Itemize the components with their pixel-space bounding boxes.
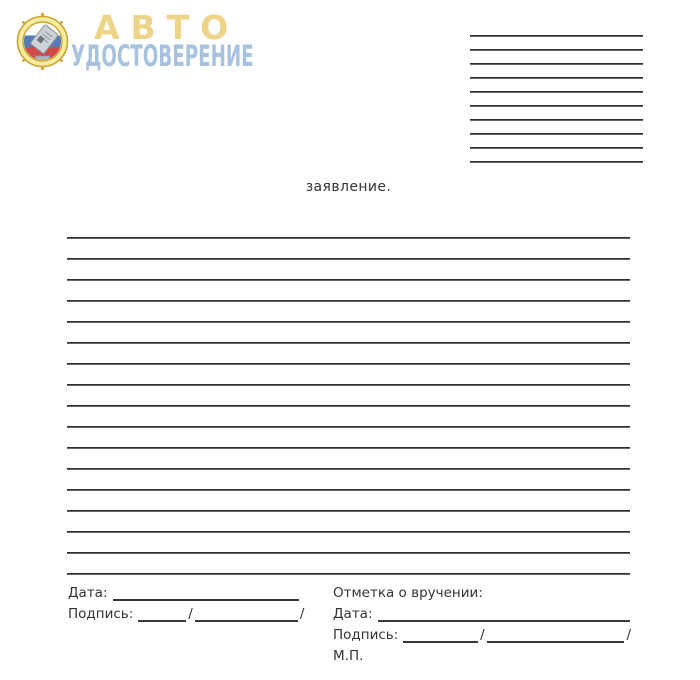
blank-line: [67, 468, 630, 470]
signature-underline: [138, 607, 186, 622]
delivery-note-row: [333, 580, 633, 601]
footer-right-column: [333, 580, 633, 664]
delivery-signature-row: [333, 622, 633, 643]
date-label: Дата:: [68, 585, 108, 601]
blank-line: [67, 489, 630, 491]
blank-line: [67, 531, 630, 533]
logo: [0, 0, 280, 90]
blank-line: [67, 573, 630, 575]
slash-separator: /: [188, 606, 193, 622]
blank-line: [470, 49, 643, 51]
blank-line: [67, 279, 630, 281]
blank-line: [67, 552, 630, 554]
signature-name-underline: [195, 607, 298, 622]
date-underline: [378, 607, 630, 622]
form-title: заявление.: [305, 179, 392, 195]
blank-line: [470, 105, 643, 107]
blank-line: [470, 161, 643, 163]
blank-line: [67, 237, 630, 239]
delivery-note-label: Отметка о вручении:: [333, 585, 483, 601]
date-label: Дата:: [333, 606, 373, 622]
signature-label: Подпись:: [333, 627, 399, 643]
blank-line: [470, 147, 643, 149]
blank-line: [470, 119, 643, 121]
blank-line: [470, 133, 643, 135]
blank-line: [470, 77, 643, 79]
signature-row: [68, 601, 313, 622]
blank-line: [67, 384, 630, 386]
blank-line: [470, 63, 643, 65]
footer-left-column: [68, 580, 313, 622]
signature-label: Подпись:: [68, 606, 134, 622]
blank-line: [67, 300, 630, 302]
blank-line: [67, 321, 630, 323]
blank-line: [67, 426, 630, 428]
slash-separator: /: [480, 627, 485, 643]
blank-line: [470, 91, 643, 93]
logo-emblem-icon: [14, 10, 71, 73]
slash-separator: /: [626, 627, 631, 643]
blank-line: [67, 405, 630, 407]
blank-line: [67, 258, 630, 260]
blank-line: [67, 363, 630, 365]
date-underline: [113, 586, 299, 601]
signature-name-underline: [487, 628, 625, 643]
recipient-lines-block: [470, 35, 643, 163]
logo-text-udostoverenie: УДОСТОВЕРЕНИЕ: [71, 39, 254, 73]
blank-line: [67, 342, 630, 344]
blank-line: [67, 510, 630, 512]
signature-underline: [403, 628, 478, 643]
application-body-lines: [67, 237, 630, 575]
stamp-row: [333, 643, 633, 664]
blank-line: [470, 35, 643, 37]
slash-separator: /: [299, 606, 305, 622]
logo-text-auto: АВТО: [94, 8, 240, 47]
blank-line: [67, 447, 630, 449]
stamp-placeholder: М.П.: [333, 648, 364, 664]
delivery-date-row: [333, 601, 633, 622]
date-row: [68, 580, 313, 601]
